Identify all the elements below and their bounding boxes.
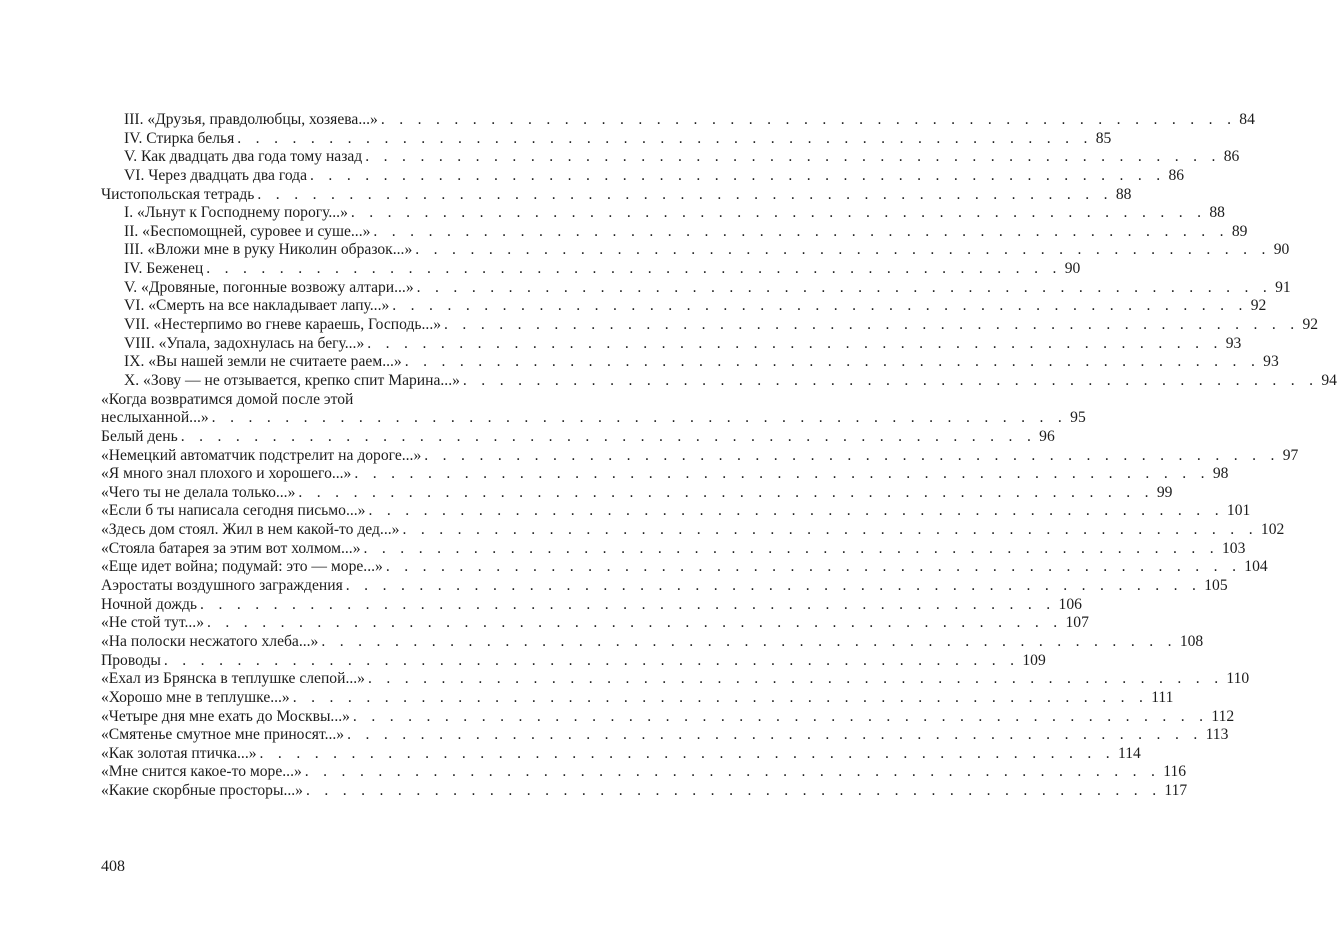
- toc-entry-title: «Еще идет война; подумай: это — море...»: [101, 558, 383, 576]
- toc-entry-title: «Хорошо мне в теплушке...»: [101, 688, 290, 706]
- toc-entry-title: III. «Друзья, правдолюбцы, хозяева...»: [124, 111, 378, 128]
- dot-leader: . . . . . . . . . . . . . . . . . . . . . . . . . . . . . . . . . . . . . . . . . . . . . . .: [350, 204, 1207, 222]
- toc-entry-title: VIII. «Упала, задохнулась на бегу...»: [124, 334, 365, 352]
- toc-entry-title: «Как золотая птичка...»: [101, 744, 257, 762]
- toc-entry-title: «Какие скорбные просторы...»: [101, 782, 303, 800]
- toc-entry-page: 95: [1070, 409, 1086, 427]
- toc-entry: [101, 595, 1082, 615]
- toc-entry-title: V. Как двадцать два года тому назад: [124, 148, 363, 166]
- toc-entry: [101, 558, 1268, 577]
- toc-entry: [101, 763, 1187, 782]
- toc-entry-title: «Здесь дом стоял. Жил в нем какой-то дед...»: [101, 521, 400, 539]
- toc-entry-title: Ночной дождь: [101, 595, 198, 613]
- page-number: 408: [101, 858, 125, 875]
- toc-entry-page: 93: [1225, 334, 1242, 352]
- toc-entry-page: 86: [1168, 166, 1185, 184]
- toc-entry-title: «Когда возвратимся домой после этой: [101, 390, 354, 408]
- toc-entry: [124, 166, 1185, 186]
- toc-entry-page: 86: [1223, 148, 1240, 166]
- toc-entry-title: «Четыре дня мне ехать до Москвы...»: [101, 707, 350, 725]
- toc-entry: [124, 222, 1248, 242]
- toc-entry-title: IV. Стирка белья: [124, 129, 235, 147]
- toc-entry-page: 117: [1164, 782, 1188, 800]
- toc-entry-page: 88: [1115, 185, 1132, 203]
- dot-leader: . . . . . . . . . . . . . . . . . . . . . . . . . . . . . . . . . . . . . . . . . . . . . . .: [352, 707, 1209, 725]
- toc-entry-page: 84: [1239, 111, 1255, 128]
- toc-entry-page: 108: [1179, 632, 1204, 650]
- toc-entry: [124, 371, 1337, 391]
- toc-entry: [124, 129, 1112, 149]
- toc-entry-page: 109: [1022, 651, 1046, 669]
- dot-leader: . . . . . . . . . . . . . . . . . . . . . . . . . . . . . . . . . . . . . . . . . . . . . . .: [310, 166, 1166, 184]
- dot-leader: . . . . . . . . . . . . . . . . . . . . . . . . . . . . . . . . . . . . . . . . . . . . . . .: [347, 726, 1203, 744]
- dot-leader: . . . . . . . . . . . . . . . . . . . . . . . . . . . . . . . . . . . . . . . . . . . . . . .: [368, 502, 1224, 520]
- dot-leader: . . . . . . . . . . . . . . . . . . . . . . . . . . . . . . . . . . . . . . . . . . . . . . .: [462, 371, 1319, 389]
- dot-leader: . . . . . . . . . . . . . . . . . . . . . . . . . . . . . . . . . . . . . . . . . . . . . . .: [207, 614, 1063, 632]
- toc-entry-title: «На полоски несжатого хлеба...»: [101, 632, 319, 650]
- toc-entry: [101, 744, 1141, 764]
- toc-entry: [101, 632, 1204, 652]
- toc-entry: [101, 707, 1235, 727]
- toc-entry-page: 93: [1263, 353, 1279, 371]
- dot-leader: . . . . . . . . . . . . . . . . . . . . . . . . . . . . . . . . . . . . . . . . . . . . . . .: [298, 483, 1154, 501]
- toc-entry: [101, 465, 1229, 484]
- dot-leader: . . . . . . . . . . . . . . . . . . . . . . . . . . . . . . . . . . . . . . . . . . . . . . .: [180, 427, 1037, 445]
- toc-entry-page: 101: [1226, 502, 1251, 520]
- toc-entry: [101, 651, 1046, 671]
- toc-entry-page: 90: [1273, 241, 1290, 259]
- toc-entry-title: «Немецкий автоматчик подстрелит на дороге...»: [101, 446, 422, 464]
- toc-entry-title: «Ехал из Брянска в теплушке слепой...»: [101, 670, 365, 688]
- toc-entry: [101, 670, 1250, 689]
- toc-entry-page: 98: [1212, 465, 1229, 483]
- toc-entry-page: 107: [1065, 614, 1089, 632]
- toc-entry: [101, 502, 1251, 521]
- dot-leader: . . . . . . . . . . . . . . . . . . . . . . . . . . . . . . . . . . . . . . . . . . . . . . .: [365, 148, 1221, 166]
- toc-entry-page: 112: [1211, 707, 1235, 725]
- toc-entry-title: X. «Зову — не отзывается, крепко спит Марина...»: [124, 371, 460, 389]
- toc-entry-title: «Не стой тут...»: [101, 614, 204, 632]
- toc-entry: [124, 278, 1291, 298]
- toc-entry: [124, 241, 1290, 260]
- toc-entry-title: III. «Вложи мне в руку Николин образок...»: [124, 241, 413, 259]
- toc-entry: [124, 204, 1225, 223]
- dot-leader: . . . . . . . . . . . . . . . . . . . . . . . . . . . . . . . . . . . . . . . . . . . . . . .: [305, 782, 1162, 800]
- toc-entry-page: 116: [1163, 763, 1187, 781]
- toc-entry: [101, 688, 1174, 708]
- dot-leader: . . . . . . . . . . . . . . . . . . . . . . . . . . . . . . . . . . . . . . . . . . . . . . .: [380, 111, 1237, 128]
- dot-leader: . . . . . . . . . . . . . . . . . . . . . . . . . . . . . . . . . . . . . . . . . . . . . . .: [416, 278, 1273, 296]
- toc-entry-page: 113: [1205, 726, 1229, 744]
- dot-leader: . . . . . . . . . . . . . . . . . . . . . . . . . . . . . . . . . . . . . . . . . . . . . . .: [321, 632, 1177, 650]
- dot-leader: . . . . . . . . . . . . . . . . . . . . . . . . . . . . . . . . . . . . . . . . . . . . . . .: [206, 260, 1062, 278]
- toc-entry-title: IV. Беженец: [124, 260, 204, 278]
- dot-leader: . . . . . . . . . . . . . . . . . . . . . . . . . . . . . . . . . . . . . . . . . . . . . . .: [345, 577, 1202, 595]
- toc-entry-page: 102: [1260, 521, 1285, 539]
- toc-entry-page: 92: [1302, 316, 1319, 334]
- toc-entry: [101, 446, 1299, 466]
- toc-entry-page: 106: [1058, 595, 1082, 613]
- toc-entry: [101, 521, 1285, 540]
- toc-entry: [124, 334, 1242, 354]
- dot-leader: . . . . . . . . . . . . . . . . . . . . . . . . . . . . . . . . . . . . . . . . . . . . . . .: [444, 316, 1300, 334]
- toc-entry: [101, 577, 1228, 596]
- toc-entry-title: I. «Льнут к Господнему порогу...»: [124, 204, 348, 222]
- toc-entry-page: 96: [1039, 427, 1055, 445]
- toc-entry-page: 92: [1250, 297, 1267, 315]
- toc-entry: [101, 483, 1173, 503]
- toc-entry: [124, 316, 1319, 335]
- toc-entry-page: 111: [1151, 688, 1174, 706]
- toc-entry-title: VI. «Смерть на все накладывает лапу...»: [124, 297, 390, 315]
- toc-entry: [101, 185, 1132, 205]
- dot-leader: . . . . . . . . . . . . . . . . . . . . . . . . . . . . . . . . . . . . . . . . . . . . . . .: [404, 353, 1261, 371]
- dot-leader: . . . . . . . . . . . . . . . . . . . . . . . . . . . . . . . . . . . . . . . . . . . . . . .: [211, 409, 1068, 427]
- toc-entry-page: 89: [1231, 222, 1248, 240]
- toc-entry-title: «Чего ты не делала только...»: [101, 483, 296, 501]
- toc-entry-title-continuation: неслыханной...»: [101, 409, 209, 427]
- toc-entry-title: Белый день: [101, 427, 178, 445]
- toc-entry-title: «Если б ты написала сегодня письмо...»: [101, 502, 366, 520]
- dot-leader: . . . . . . . . . . . . . . . . . . . . . . . . . . . . . . . . . . . . . . . . . . . . . . .: [367, 670, 1224, 688]
- toc-entry-title: Чистопольская тетрадь: [101, 185, 255, 203]
- toc-entry-title: «Мне снится какое-то море...»: [101, 763, 302, 781]
- toc-entry-title: «Я много знал плохого и хорошего...»: [101, 465, 352, 483]
- dot-leader: . . . . . . . . . . . . . . . . . . . . . . . . . . . . . . . . . . . . . . . . . . . . . . .: [237, 129, 1093, 147]
- toc-entry-page: 110: [1226, 670, 1250, 688]
- dot-leader: . . . . . . . . . . . . . . . . . . . . . . . . . . . . . . . . . . . . . . . . . . . . . . .: [200, 595, 1056, 613]
- toc-entry-title: IX. «Вы нашей земли не считаете раем...»: [124, 353, 402, 371]
- toc-entry-title: Проводы: [101, 651, 161, 669]
- dot-leader: . . . . . . . . . . . . . . . . . . . . . . . . . . . . . . . . . . . . . . . . . . . . . . .: [259, 744, 1115, 762]
- dot-leader: . . . . . . . . . . . . . . . . . . . . . . . . . . . . . . . . . . . . . . . . . . . . . . .: [402, 521, 1258, 539]
- toc-entry-page: 104: [1244, 558, 1268, 576]
- toc-entry-page: 99: [1156, 483, 1173, 501]
- toc-entry-page: 105: [1204, 577, 1228, 595]
- toc-entry: [124, 111, 1255, 130]
- toc-entry: [124, 353, 1279, 372]
- dot-leader: . . . . . . . . . . . . . . . . . . . . . . . . . . . . . . . . . . . . . . . . . . . . . . .: [257, 185, 1113, 203]
- toc-entry-page: 97: [1282, 446, 1299, 464]
- toc-entry-title: VII. «Нестерпимо во гневе караешь, Господь...»: [124, 316, 442, 334]
- dot-leader: . . . . . . . . . . . . . . . . . . . . . . . . . . . . . . . . . . . . . . . . . . . . . . .: [363, 539, 1219, 557]
- dot-leader: . . . . . . . . . . . . . . . . . . . . . . . . . . . . . . . . . . . . . . . . . . . . . . .: [163, 651, 1020, 669]
- dot-leader: . . . . . . . . . . . . . . . . . . . . . . . . . . . . . . . . . . . . . . . . . . . . . . .: [292, 688, 1149, 706]
- dot-leader: . . . . . . . . . . . . . . . . . . . . . . . . . . . . . . . . . . . . . . . . . . . . . . .: [304, 763, 1161, 781]
- dot-leader: . . . . . . . . . . . . . . . . . . . . . . . . . . . . . . . . . . . . . . . . . . . . . . .: [424, 446, 1280, 464]
- toc-entry-page: 114: [1118, 744, 1141, 762]
- toc-entry: [101, 782, 1188, 801]
- toc-entry-title: «Смятенье смутное мне приносят...»: [101, 726, 345, 744]
- toc-entry-title: Аэростаты воздушного заграждения: [101, 577, 343, 595]
- toc-entry-page: 91: [1275, 278, 1291, 296]
- toc-entry-page: 88: [1209, 204, 1225, 222]
- toc-entry-title: V. «Дровяные, погонные возвожу алтари...»: [124, 278, 414, 296]
- toc-entry: [101, 726, 1229, 745]
- toc-entry-page: 94: [1321, 371, 1337, 389]
- toc-entry: [124, 148, 1240, 167]
- toc-entry: [101, 390, 1086, 428]
- toc-entry: [124, 260, 1081, 279]
- dot-leader: . . . . . . . . . . . . . . . . . . . . . . . . . . . . . . . . . . . . . . . . . . . . . . .: [415, 241, 1271, 259]
- toc-entry: [101, 539, 1246, 559]
- toc-entry-title: II. «Беспомощней, суровее и суше...»: [124, 222, 371, 240]
- dot-leader: . . . . . . . . . . . . . . . . . . . . . . . . . . . . . . . . . . . . . . . . . . . . . . .: [367, 334, 1223, 352]
- toc-entry-page: 90: [1064, 260, 1081, 278]
- toc-entry-page: 85: [1095, 129, 1112, 147]
- toc-entry-title: «Стояла батарея за этим вот холмом...»: [101, 539, 361, 557]
- dot-leader: . . . . . . . . . . . . . . . . . . . . . . . . . . . . . . . . . . . . . . . . . . . . . . .: [392, 297, 1248, 315]
- toc-entry-page: 103: [1221, 539, 1246, 557]
- toc-entry: [101, 614, 1089, 633]
- dot-leader: . . . . . . . . . . . . . . . . . . . . . . . . . . . . . . . . . . . . . . . . . . . . . . .: [354, 465, 1210, 483]
- table-of-contents: [101, 111, 1337, 801]
- dot-leader: . . . . . . . . . . . . . . . . . . . . . . . . . . . . . . . . . . . . . . . . . . . . . . .: [385, 558, 1242, 576]
- toc-entry: [101, 427, 1055, 447]
- dot-leader: . . . . . . . . . . . . . . . . . . . . . . . . . . . . . . . . . . . . . . . . . . . . . . .: [373, 222, 1229, 240]
- toc-entry: [124, 297, 1267, 316]
- toc-entry-title: VI. Через двадцать два года: [124, 166, 308, 184]
